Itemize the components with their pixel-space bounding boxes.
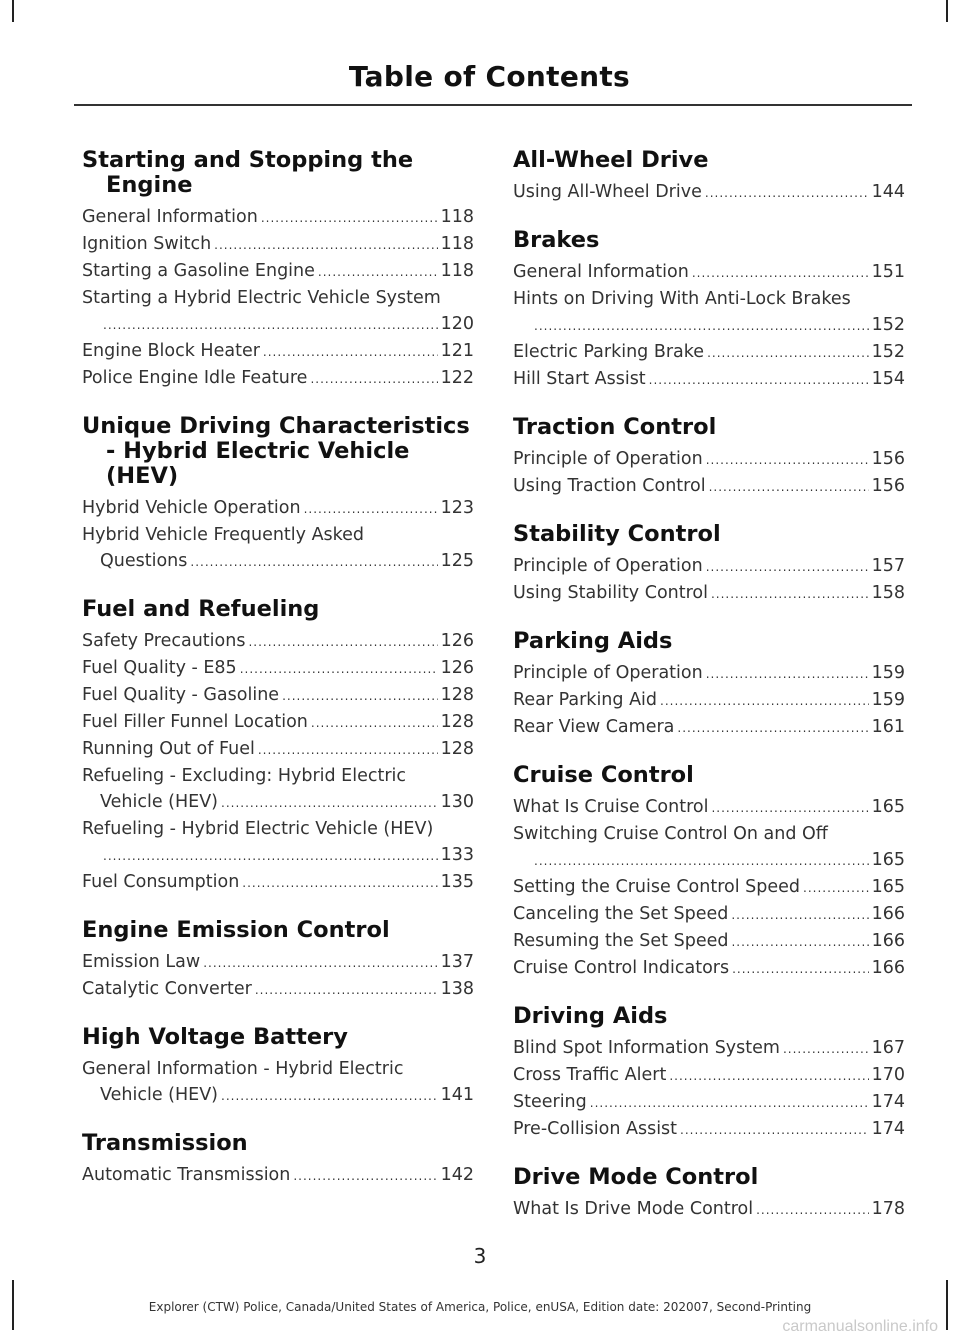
entry-label: What Is Cruise Control — [513, 797, 709, 817]
entry-page-number: 138 — [440, 979, 474, 999]
toc-section — [513, 629, 905, 741]
dot-leader — [255, 977, 438, 1003]
entry-label: Refueling - Hybrid Electric Vehicle (HEV) — [82, 819, 434, 839]
toc-section — [82, 597, 474, 896]
entry-page-number: 118 — [440, 261, 474, 281]
toc-entry[interactable] — [513, 687, 905, 714]
section-title[interactable]: Transmission — [82, 1130, 248, 1156]
entry-label: Principle of Operation — [513, 663, 703, 683]
toc-entry[interactable] — [513, 446, 905, 473]
dot-leader — [304, 496, 438, 522]
entry-label: Principle of Operation — [513, 449, 703, 469]
entry-label: Cross Traffic Alert — [513, 1065, 667, 1085]
dot-leader — [590, 1090, 869, 1116]
section-title[interactable]: Traction Control — [513, 414, 717, 440]
entry-label: General Information — [513, 262, 689, 282]
dot-leader — [103, 312, 438, 338]
toc-entry[interactable] — [513, 955, 905, 982]
toc-left-column — [82, 148, 474, 1211]
dot-leader — [649, 367, 869, 393]
toc-entry[interactable] — [513, 874, 905, 901]
toc-entry[interactable] — [82, 709, 474, 736]
entry-page-number: 156 — [871, 449, 905, 469]
toc-entry[interactable] — [82, 258, 474, 285]
watermark: carmanualsonline.info — [782, 1318, 938, 1335]
entry-label: Fuel Quality - Gasoline — [82, 685, 280, 705]
entry-page-number: 174 — [871, 1092, 905, 1112]
entry-label: Safety Precautions — [82, 631, 246, 651]
section-title[interactable]: Driving Aids — [513, 1003, 668, 1029]
entry-label: Fuel Quality - E85 — [82, 658, 237, 678]
toc-entry[interactable] — [82, 655, 474, 682]
entry-label: Resuming the Set Speed — [513, 931, 729, 951]
entry-label: Hybrid Vehicle Operation — [82, 498, 301, 518]
dot-leader — [190, 549, 437, 575]
footer-edition-info: Explorer (CTW) Police, Canada/United States of America, Police, enUSA, Edition date: 202007, Second-Printing — [148, 1300, 812, 1314]
dot-leader — [731, 902, 868, 928]
entry-page-number: 154 — [871, 369, 905, 389]
dot-leader — [711, 581, 869, 607]
toc-entry[interactable] — [82, 736, 474, 763]
toc-section — [82, 414, 474, 575]
section-title[interactable]: Parking Aids — [513, 628, 673, 654]
entry-page-number: 165 — [871, 877, 905, 897]
entry-page-number: 126 — [440, 658, 474, 678]
toc-section — [513, 522, 905, 607]
dot-leader — [293, 1163, 437, 1189]
entry-page-number: 144 — [871, 182, 905, 202]
dot-leader — [103, 843, 438, 869]
dot-leader — [263, 339, 438, 365]
entry-label: Hints on Driving With Anti-Lock Brakes — [513, 289, 851, 309]
toc-entry[interactable] — [513, 660, 905, 687]
toc-entry[interactable] — [82, 365, 474, 392]
entry-page-number: 141 — [440, 1085, 474, 1105]
entry-label: Hybrid Vehicle Frequently Asked — [82, 525, 365, 545]
entry-label: Using All-Wheel Drive — [513, 182, 702, 202]
dot-leader — [707, 340, 869, 366]
dot-leader — [221, 790, 438, 816]
entry-page-number: 125 — [440, 551, 474, 571]
dot-leader — [692, 260, 869, 286]
entry-page-number: 157 — [871, 556, 905, 576]
toc-entry[interactable] — [513, 366, 905, 393]
entry-page-number: 174 — [871, 1119, 905, 1139]
entry-label: Emission Law — [82, 952, 201, 972]
toc-entry[interactable] — [513, 179, 905, 206]
entry-label: Catalytic Converter — [82, 979, 252, 999]
entry-label: Switching Cruise Control On and Off — [513, 824, 828, 844]
toc-section — [513, 415, 905, 500]
entry-label: Police Engine Idle Feature — [82, 368, 308, 388]
entry-label: Blind Spot Information System — [513, 1038, 780, 1058]
toc-right-column — [513, 148, 905, 1245]
entry-page-number: 159 — [871, 690, 905, 710]
entry-page-number: 120 — [440, 314, 474, 334]
toc-entry[interactable] — [82, 1162, 474, 1189]
entry-page-number: 167 — [871, 1038, 905, 1058]
entry-page-number: 158 — [871, 583, 905, 603]
entry-label: Starting a Gasoline Engine — [82, 261, 315, 281]
entry-page-number: 128 — [440, 739, 474, 759]
toc-entry[interactable] — [513, 339, 905, 366]
entry-label: What Is Drive Mode Control — [513, 1199, 754, 1219]
toc-entry[interactable] — [513, 553, 905, 580]
entry-label: Using Traction Control — [513, 476, 706, 496]
section-title[interactable]: Stability Control — [513, 521, 721, 547]
dot-leader — [318, 259, 438, 285]
dot-leader — [203, 950, 437, 976]
toc-entry[interactable] — [513, 714, 905, 741]
toc-entry[interactable] — [82, 338, 474, 365]
dot-leader — [248, 629, 437, 655]
entry-label-continued: Questions — [100, 551, 188, 571]
dot-leader — [282, 683, 438, 709]
entry-label: Ignition Switch — [82, 234, 212, 254]
dot-leader — [310, 366, 437, 392]
dot-leader — [311, 710, 438, 736]
dot-leader — [709, 474, 869, 500]
toc-entry[interactable] — [82, 1056, 474, 1109]
toc-entry[interactable] — [513, 286, 905, 339]
entry-label: Engine Block Heater — [82, 341, 260, 361]
toc-section — [513, 1165, 905, 1223]
dot-leader — [706, 554, 869, 580]
entry-page-number: 121 — [440, 341, 474, 361]
dot-leader — [261, 205, 438, 231]
header-divider — [74, 104, 912, 106]
toc-section — [513, 763, 905, 982]
toc-entry[interactable] — [82, 495, 474, 522]
toc-entry[interactable] — [513, 901, 905, 928]
page-title: Table of Contents — [348, 60, 630, 93]
crop-mark-top-left — [12, 0, 14, 22]
dot-leader — [242, 870, 437, 896]
entry-label: Hill Start Assist — [513, 369, 646, 389]
entry-page-number: 159 — [871, 663, 905, 683]
dot-leader — [706, 661, 869, 687]
crop-mark-top-right — [946, 0, 948, 22]
section-title[interactable]: Drive Mode Control — [513, 1164, 759, 1190]
toc-entry[interactable] — [82, 976, 474, 1003]
entry-label: Starting a Hybrid Electric Vehicle System — [82, 288, 441, 308]
entry-page-number: 156 — [871, 476, 905, 496]
toc-entry[interactable] — [82, 285, 474, 338]
dot-leader — [783, 1036, 869, 1062]
entry-page-number: 166 — [871, 931, 905, 951]
entry-label: Running Out of Fuel — [82, 739, 255, 759]
toc-entry[interactable] — [513, 1035, 905, 1062]
entry-label: Rear Parking Aid — [513, 690, 658, 710]
entry-page-number: 161 — [871, 717, 905, 737]
toc-entry[interactable] — [513, 821, 905, 874]
entry-label: Canceling the Set Speed — [513, 904, 729, 924]
entry-page-number: 170 — [871, 1065, 905, 1085]
toc-entry[interactable] — [82, 204, 474, 231]
page-number: 3 — [473, 1244, 487, 1268]
entry-label: Electric Parking Brake — [513, 342, 705, 362]
entry-page-number: 135 — [440, 872, 474, 892]
entry-page-number: 128 — [440, 712, 474, 732]
toc-entry[interactable] — [82, 522, 474, 575]
entry-label-continued: Vehicle (HEV) — [100, 792, 218, 812]
dot-leader — [732, 956, 869, 982]
toc-entry[interactable] — [82, 628, 474, 655]
entry-label-continued: Vehicle (HEV) — [100, 1085, 218, 1105]
entry-label: Setting the Cruise Control Speed — [513, 877, 800, 897]
entry-page-number: 152 — [871, 315, 905, 335]
dot-leader — [711, 795, 868, 821]
entry-page-number: 152 — [871, 342, 905, 362]
entry-page-number: 128 — [440, 685, 474, 705]
entry-page-number: 118 — [440, 207, 474, 227]
toc-entry[interactable] — [513, 259, 905, 286]
section-title[interactable]: Fuel and Refueling — [82, 596, 320, 622]
entry-page-number: 130 — [440, 792, 474, 812]
section-title[interactable]: Starting and Stopping the Engine — [82, 147, 414, 198]
dot-leader — [756, 1197, 868, 1223]
toc-entry[interactable] — [513, 580, 905, 607]
dot-leader — [534, 313, 869, 339]
entry-label: Cruise Control Indicators — [513, 958, 730, 978]
toc-entry[interactable] — [82, 763, 474, 816]
toc-section — [513, 228, 905, 393]
entry-page-number: 142 — [440, 1165, 474, 1185]
dot-leader — [221, 1083, 438, 1109]
entry-label: Automatic Transmission — [82, 1165, 291, 1185]
dot-leader — [677, 715, 868, 741]
dot-leader — [680, 1117, 869, 1143]
entry-label: Refueling - Excluding: Hybrid Electric — [82, 766, 407, 786]
toc-section — [513, 148, 905, 206]
dot-leader — [669, 1063, 868, 1089]
toc-entry[interactable] — [82, 816, 474, 869]
dot-leader — [705, 180, 869, 206]
toc-entry[interactable] — [82, 682, 474, 709]
entry-label: General Information — [82, 207, 258, 227]
section-title[interactable]: Engine Emission Control — [82, 917, 390, 943]
dot-leader — [534, 848, 869, 874]
entry-page-number: 137 — [440, 952, 474, 972]
toc-section — [82, 148, 474, 392]
toc-entry[interactable] — [513, 1196, 905, 1223]
entry-label: General Information - Hybrid Electric — [82, 1059, 404, 1079]
entry-label: Pre-Collision Assist — [513, 1119, 678, 1139]
entry-label: Fuel Consumption — [82, 872, 240, 892]
section-title[interactable]: Brakes — [513, 227, 600, 253]
entry-label: Principle of Operation — [513, 556, 703, 576]
entry-page-number: 118 — [440, 234, 474, 254]
dot-leader — [214, 232, 437, 258]
toc-entry[interactable] — [82, 949, 474, 976]
entry-label: Using Stability Control — [513, 583, 708, 603]
entry-page-number: 126 — [440, 631, 474, 651]
dot-leader — [706, 447, 869, 473]
dot-leader — [240, 656, 438, 682]
entry-page-number: 122 — [440, 368, 474, 388]
entry-page-number: 178 — [871, 1199, 905, 1219]
dot-leader — [660, 688, 869, 714]
toc-section — [82, 1131, 474, 1189]
toc-section — [513, 1004, 905, 1143]
toc-entry[interactable] — [513, 1089, 905, 1116]
toc-section — [82, 1025, 474, 1109]
entry-page-number: 165 — [871, 850, 905, 870]
entry-page-number: 166 — [871, 904, 905, 924]
entry-page-number: 151 — [871, 262, 905, 282]
toc-entry[interactable] — [513, 1062, 905, 1089]
entry-label: Rear View Camera — [513, 717, 675, 737]
toc-entry[interactable] — [82, 231, 474, 258]
toc-entry[interactable] — [513, 473, 905, 500]
entry-label: Steering — [513, 1092, 587, 1112]
dot-leader — [258, 737, 438, 763]
entry-page-number: 123 — [440, 498, 474, 518]
entry-label: Fuel Filler Funnel Location — [82, 712, 308, 732]
toc-entry[interactable] — [513, 1116, 905, 1143]
dot-leader — [731, 929, 868, 955]
section-title[interactable]: High Voltage Battery — [82, 1024, 348, 1050]
section-title[interactable]: Unique Driving Characteristics - Hybrid Electric Vehicle (HEV) — [82, 413, 470, 489]
toc-entry[interactable] — [513, 794, 905, 821]
entry-page-number: 166 — [871, 958, 905, 978]
toc-section — [82, 918, 474, 1003]
entry-page-number: 133 — [440, 845, 474, 865]
toc-entry[interactable] — [82, 869, 474, 896]
section-title[interactable]: Cruise Control — [513, 762, 694, 788]
toc-entry[interactable] — [513, 928, 905, 955]
entry-page-number: 165 — [871, 797, 905, 817]
dot-leader — [803, 875, 869, 901]
section-title[interactable]: All-Wheel Drive — [513, 147, 709, 173]
